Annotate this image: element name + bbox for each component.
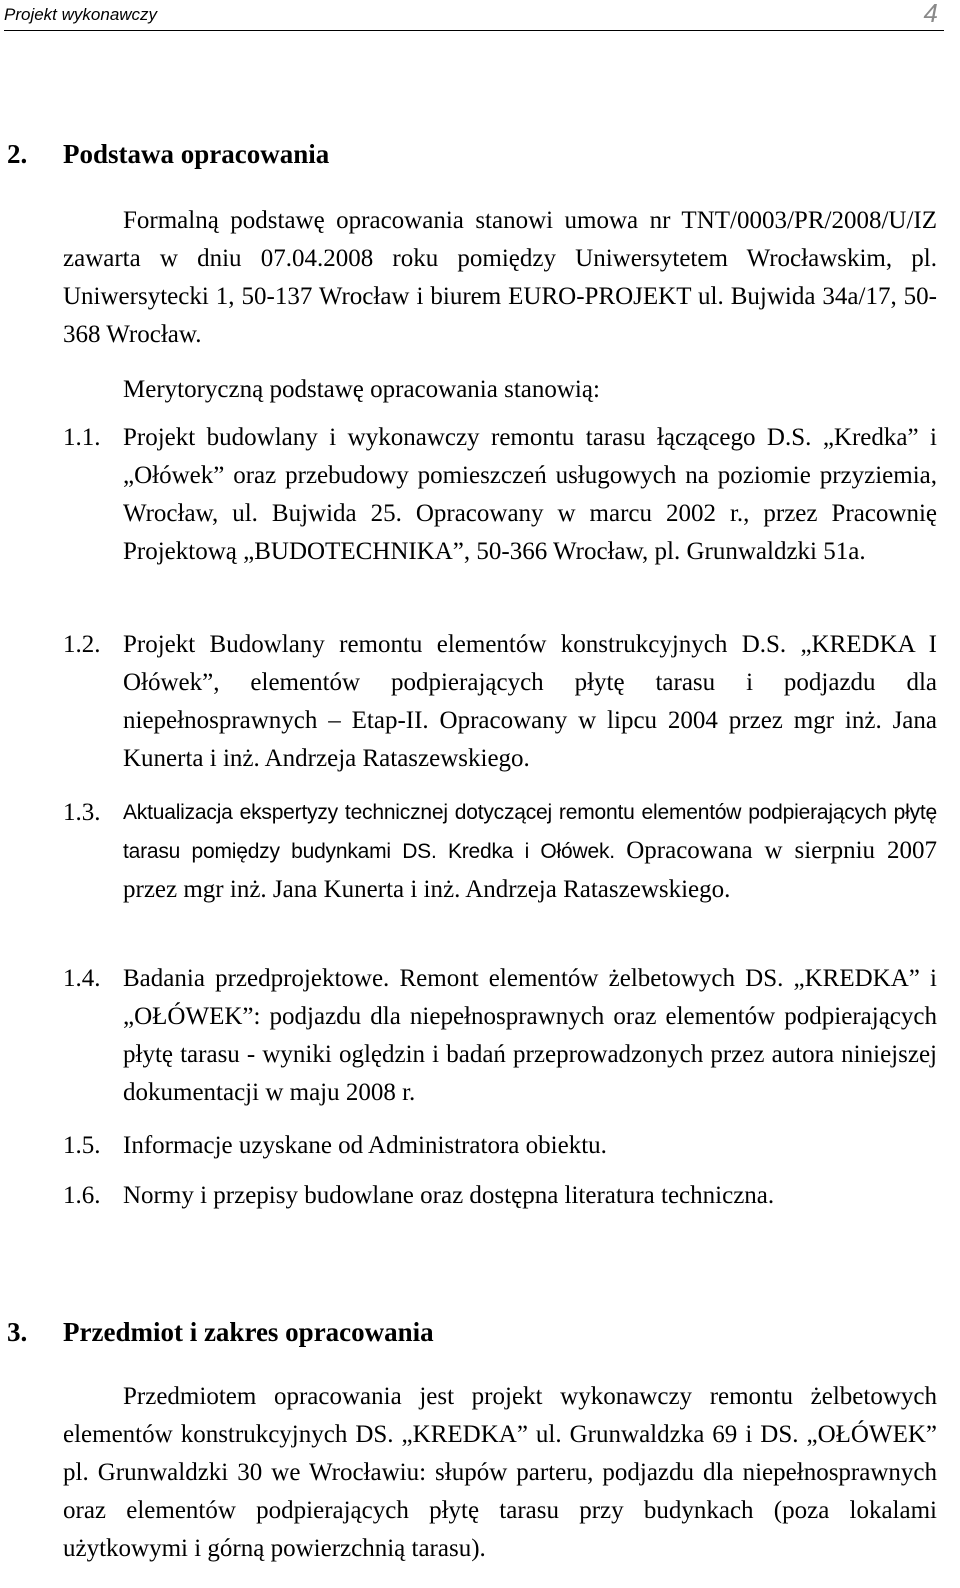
- list-item-text: Badania przedprojektowe. Remont elementów żelbetowych DS. „KREDKA” i „OŁÓWEK”: podjazdu dla niepełnosprawnych oraz elementów podpierających płytę tarasu - wyniki oględzin i badań przeprowadzonych przez autora niniejszej dokumentacji w maju 2008 r.: [123, 965, 937, 1106]
- page-header: [4, 0, 944, 31]
- section-3-number: 3.: [7, 1317, 28, 1347]
- header-title: Projekt wykonawczy: [4, 5, 158, 24]
- list-item-number: 1.5.: [63, 1132, 101, 1159]
- list-item-text-part: Aktualizacja ekspertyzy technicznej dotyczącej remontu elementów podpierających płytę tarasu pomiędzy budynkami DS. Kredka i Ołówek.: [123, 801, 937, 863]
- list-item-number: 1.2.: [63, 631, 101, 658]
- list-item-number: 1.3.: [63, 799, 101, 826]
- list-item-number: 1.4.: [63, 965, 101, 992]
- list-item-text: [123, 794, 937, 910]
- section-3-intro: Przedmiotem opracowania jest projekt wykonawczy remontu żelbetowych elementów konstrukcyjnych DS. „KREDKA” ul. Grunwaldzka 69 i DS. „OŁÓWEK” pl. Grunwaldzki 30 we Wrocławiu: słupów parteru, podjazdu dla niepełnosprawnych oraz elementów podpierających płytę tarasu przy budynkach (poza lokalami użytkowymi i górną powierzchnią tarasu).: [63, 1383, 937, 1562]
- section-3-title: Przedmiot i zakres opracowania: [63, 1317, 434, 1347]
- section-2-intro: Formalną podstawę opracowania stanowi umowa nr TNT/0003/PR/2008/U/IZ zawarta w dniu 07.04.2008 roku pomiędzy Uniwersytetem Wrocławskim, pl. Uniwersytecki 1, 50-137 Wrocław i biurem EURO-PROJEKT ul. Bujwida 34a/17, 50-368 Wrocław.: [63, 207, 937, 348]
- list-item-text: Normy i przepisy budowlane oraz dostępna literatura techniczna.: [123, 1182, 775, 1209]
- list-item-number: 1.6.: [63, 1182, 101, 1209]
- list-item-text: Projekt Budowlany remontu elementów konstrukcyjnych D.S. „KREDKA I Ołówek”, elementów podpierających płytę tarasu i podjazdu dla niepełnosprawnych – Etap-II. Opracowany w lipcu 2004 przez mgr inż. Jana Kunerta i inż. Andrzeja Rataszewskiego.: [123, 631, 937, 772]
- list-intro: Merytoryczną podstawę opracowania stanowią:: [123, 376, 600, 403]
- section-2-title: Podstawa opracowania: [63, 139, 330, 169]
- list-item-number: 1.1.: [63, 424, 101, 451]
- page-number: 4: [923, 0, 938, 28]
- list-item-text-part: Opracowana w sierpniu 2007 przez mgr inż. Jana Kunerta i inż. Andrzeja Rataszewskiego.: [123, 837, 938, 903]
- section-2-number: 2.: [7, 139, 28, 169]
- list-item-text: Projekt budowlany i wykonawczy remontu tarasu łączącego D.S. „Kredka” i „Ołówek” oraz przebudowy pomieszczeń usługowych na poziomie przyziemia, Wrocław, ul. Bujwida 25. Opracowany w marcu 2002 r., przez Pracownię Projektową „BUDOTECHNIKA”, 50-366 Wrocław, pl. Grunwaldzki 51a.: [123, 424, 937, 565]
- list-item-text: Informacje uzyskane od Administratora obiektu.: [123, 1132, 607, 1159]
